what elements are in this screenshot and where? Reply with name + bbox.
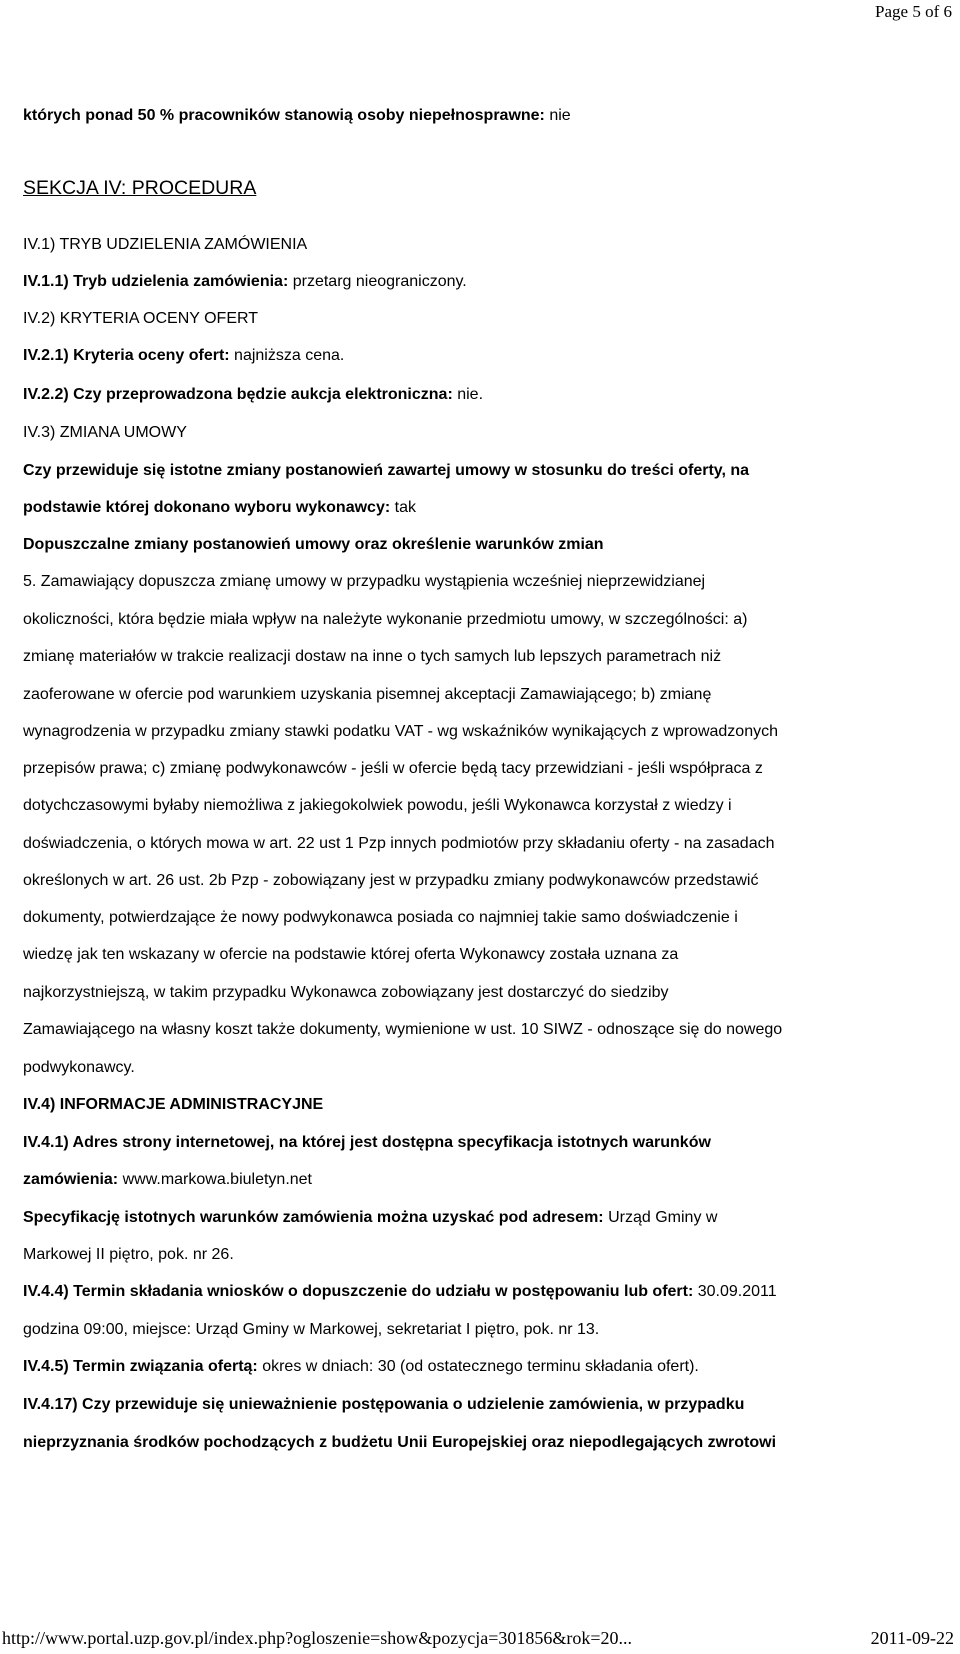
text-line: przepisów prawa; c) zmianę podwykonawców - jeśli w ofercie będą tacy przewidziani - jeśli współpraca z xyxy=(23,760,763,777)
footer-date: 2011-09-22 xyxy=(870,1628,954,1648)
text-line: Dopuszczalne zmiany postanowień umowy oraz określenie warunków zmian xyxy=(23,536,604,553)
text-line: okoliczności, która będzie miała wpływ na należyte wykonanie przedmiotu umowy, w szczególności: a) xyxy=(23,611,748,628)
text-line: dokumenty, potwierdzające że nowy podwykonawca posiada co najmniej takie samo doświadczenie i xyxy=(23,909,738,926)
text-line: IV.4.4) Termin składania wniosków o dopuszczenie do udziału w postępowaniu lub ofert: 30.09.2011 xyxy=(23,1283,777,1300)
text-line: doświadczenia, o których mowa w art. 22 ust 1 Pzp innych podmiotów przy składaniu oferty - na zasadach xyxy=(23,835,775,852)
text-line: godzina 09:00, miejsce: Urząd Gminy w Markowej, sekretariat I piętro, pok. nr 13. xyxy=(23,1321,600,1338)
text-line: Specyfikację istotnych warunków zamówienia można uzyskać pod adresem: Urząd Gminy w xyxy=(23,1209,718,1226)
subsection-heading: IV.1) TRYB UDZIELENIA ZAMÓWIENIA xyxy=(23,236,308,253)
text-line: wiedzę jak ten wskazany w ofercie na podstawie której oferta Wykonawcy została uznana za xyxy=(23,946,679,963)
text-line: zmianę materiałów w trakcie realizacji dostaw na inne o tych samych lub lepszych parametrach niż xyxy=(23,648,722,665)
text-line: dotychczasowymi byłaby niemożliwa z jakiegokolwiek powodu, jeśli Wykonawca korzystał z wiedzy i xyxy=(23,797,732,814)
text-line: Markowej II piętro, pok. nr 26. xyxy=(23,1246,234,1263)
text-line: IV.4.5) Termin związania ofertą: okres w dniach: 30 (od ostatecznego terminu składania ofert). xyxy=(23,1358,699,1375)
text-line: nieprzyznania środków pochodzących z budżetu Unii Europejskiej oraz niepodlegających zwrotowi xyxy=(23,1434,777,1451)
subsection-heading: IV.3) ZMIANA UMOWY xyxy=(23,424,187,441)
text-line: podstawie której dokonano wyboru wykonawcy: tak xyxy=(23,499,416,516)
text-line: IV.2.1) Kryteria oceny ofert: najniższa cena. xyxy=(23,347,345,364)
page-number-label: Page 5 of 6 xyxy=(875,2,952,21)
text-line: określonych w art. 26 ust. 2b Pzp - zobowiązany jest w przypadku zmiany podwykonawców przedstawić xyxy=(23,872,759,889)
text-line: Czy przewiduje się istotne zmiany postanowień zawartej umowy w stosunku do treści oferty, na xyxy=(23,462,750,479)
text-line: zamówienia: www.markowa.biuletyn.net xyxy=(23,1171,312,1188)
footer-url: http://www.portal.uzp.gov.pl/index.php?ogloszenie=show&pozycja=301856&rok=20... xyxy=(2,1628,633,1648)
text-line: najkorzystniejszą, w takim przypadku Wykonawca zobowiązany jest dostarczyć do siedziby xyxy=(23,984,669,1001)
text-line: IV.4.1) Adres strony internetowej, na której jest dostępna specyfikacja istotnych warunków xyxy=(23,1134,711,1151)
text-line: 5. Zamawiający dopuszcza zmianę umowy w przypadku wystąpienia wcześniej nieprzewidzianej xyxy=(23,573,706,590)
text-line: IV.2.2) Czy przeprowadzona będzie aukcja elektroniczna: nie. xyxy=(23,386,484,403)
text-line: Zamawiającego na własny koszt także dokumenty, wymienione w ust. 10 SIWZ - odnoszące się do nowego xyxy=(23,1021,783,1038)
text-line: wynagrodzenia w przypadku zmiany stawki podatku VAT - wg wskaźników wynikających z wprowadzonych xyxy=(23,723,778,740)
subsection-heading: IV.2) KRYTERIA OCENY OFERT xyxy=(23,310,259,327)
text-line: IV.4.17) Czy przewiduje się unieważnienie postępowania o udzielenie zamówienia, w przypadku xyxy=(23,1396,745,1413)
text-line: których ponad 50 % pracowników stanowią osoby niepełnosprawne: nie xyxy=(23,107,571,124)
text-line: podwykonawcy. xyxy=(23,1059,135,1076)
text-line: IV.1.1) Tryb udzielenia zamówienia: przetarg nieograniczony. xyxy=(23,273,467,290)
section-heading: SEKCJA IV: PROCEDURA xyxy=(23,177,257,199)
subsection-heading: IV.4) INFORMACJE ADMINISTRACYJNE xyxy=(23,1096,324,1113)
text-line: zaoferowane w ofercie pod warunkiem uzyskania pisemnej akceptacji Zamawiającego; b) zmianę xyxy=(23,686,712,703)
